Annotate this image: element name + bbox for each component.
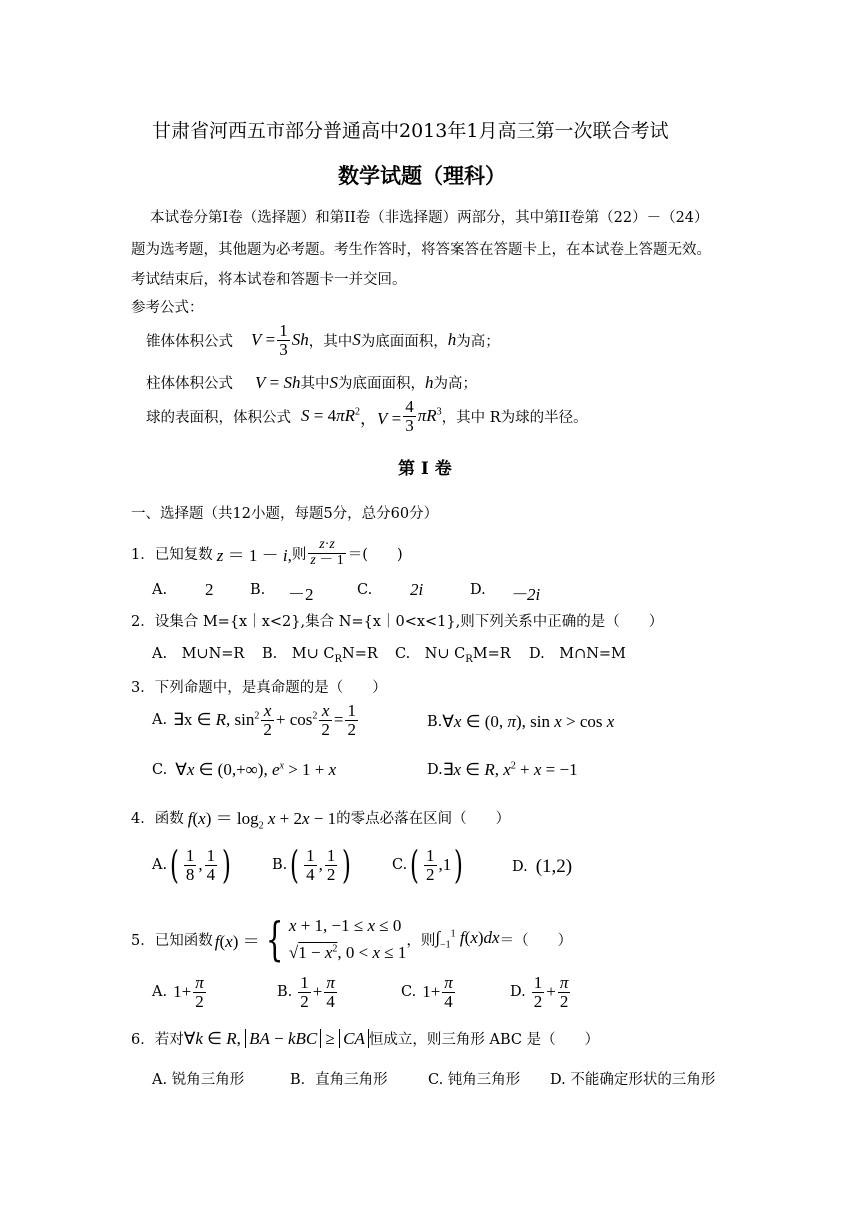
intro-line-3: 考试结束后，将本试卷和答题卡一并交回。 [131,272,407,288]
question-4: 4．函数 $f(x) = \log_2 x + 2x - 1$ 的零点必落在区间（ ） [131,809,511,832]
question-3: 3．下列命题中，是真命题的是（ ） [131,680,387,696]
q5-option-d: D. $\frac{1}{2}$ + $\frac{\pi}{2}$ [510,973,569,1011]
q3-option-b: B. ∀x ∈ (0, π), sin x > cos x [427,712,615,731]
intro-line-1: 本试卷分第Ⅰ卷（选择题）和第II卷（非选择题）两部分，其中第II卷第（22）－（24） [150,210,709,226]
q4-option-d: D. (1,2) [512,856,573,877]
q2-option-a: A. M∪N=R [152,646,245,662]
q2-option-b: B. M∪ $C_RN=R$ [262,646,378,665]
q6-option-a: A. 锐角三角形 [152,1072,245,1088]
formula-cone: 锥体体积公式 V = $\frac{1}{3}$ Sh ，其中 S 为底面面积， h 为高； [146,321,500,359]
exam-subtitle: 数学试题（理科） [338,163,506,188]
intro-line-2: 题为选考题，其他题为必考题。考生作答时，将答案答在答题卡上，在本试卷上答题无效。 [131,242,711,258]
q1-option-b-value: －2 [288,585,314,604]
q5-option-a: A. 1+ $\frac{\pi}{2}$ [152,973,204,1011]
q1-option-b: B. [250,582,266,598]
q6-option-d: D. 不能确定形状的三角形 [550,1072,716,1088]
q1-option-a: A. [152,582,168,598]
q1-option-a-value: 2 [205,580,214,599]
q3-option-d: D. ∃x ∈ R, $x^2 + x = -1$ [427,760,578,779]
q2-option-d: D. M∩N=M [529,646,626,662]
q1-option-c: C. [357,582,373,598]
formula-sphere: 球的表面积，体积公式 $S = 4\pi R^2$ ，V = $\frac{4}{3}$ $\pi R^3$ ，其中 R为球的半径。 [146,397,588,435]
q3-option-a: A. ∃x ∈ R, $\sin^2$ $\frac{x}{2}$ + $\cos^2$ $\frac{x}{2}$ = $\frac{1}{2}$ [152,701,356,739]
q6-option-b: B．直角三角形 [290,1072,388,1088]
q1-option-d-value: －2i [510,585,541,604]
question-6: 6．若对 ∀k ∈ R, BA − kBC ≥ CA 恒成立，则三角形 ABC 是（ ） [131,1028,600,1048]
q1-option-d: D. [470,582,486,598]
question-5: 5．已知函数 f(x) ＝ { x + 1, −1 ≤ x ≤ 0 $√1 - x^2$, 0 < x ≤ 1 ，则 $\int_{-1}^1$ f(x)dx ＝（ ） [131,912,573,967]
section-heading: 一、选择题（共12小题，每题5分，总分60分） [131,506,439,522]
part-heading: 第 Ⅰ 卷 [398,459,452,479]
q5-option-c: C. 1+ $\frac{\pi}{4}$ [401,973,453,1011]
q4-option-c: C. ( $\frac{1}{2}$ ,1 ) [392,843,464,887]
q2-option-c: C. N∪ $C_RM=R$ [395,646,511,665]
q6-option-c: C. 钝角三角形 [428,1072,521,1088]
q3-option-c: C. ∀x ∈ (0,+∞), $e^x > 1 + x$ [152,760,337,779]
question-1: 1．已知复数 z ＝ 1 － i, 则 $\frac{z\cdot z}{z - 1}$ ＝( ) [131,537,403,568]
formula-cylinder: 柱体体积公式 V = Sh 其中 S 为底面面积， h 为高； [146,372,477,392]
reference-label: 参考公式： [131,300,204,316]
question-2: 2．设集合 M={x｜x<2},集合 N={x｜0<x<1},则下列关系中正确的是（ ） [131,614,664,630]
q4-option-b: B. ( $\frac{1}{4}$ , $\frac{1}{2}$ ) [272,843,352,887]
q5-option-b: B. $\frac{1}{2}$ + $\frac{\pi}{4}$ [277,973,335,1011]
q4-option-a: A. ( $\frac{1}{8}$ , $\frac{1}{4}$ ) [152,843,232,887]
exam-title: 甘肃省河西五市部分普通高中2013年1月高三第一次联合考试 [152,120,669,142]
q1-option-c-value: 2i [410,580,424,599]
